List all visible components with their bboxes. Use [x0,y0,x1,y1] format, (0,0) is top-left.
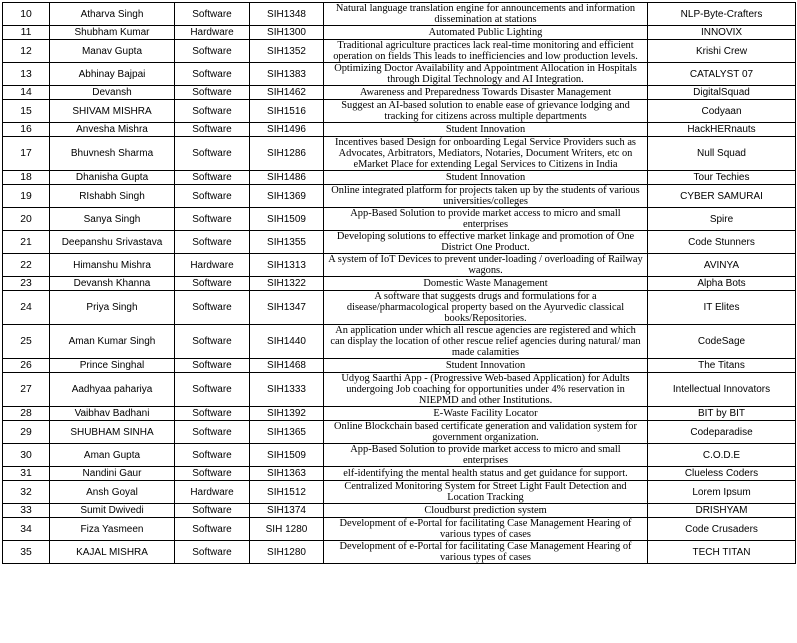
table-row [3,518,796,541]
problem-statement-id-cell: SIH1392 [250,407,324,421]
serial-number-cell: 29 [3,421,50,444]
problem-statement-id-cell: SIH1462 [250,86,324,100]
team-name-cell: Code Stunners [648,231,796,254]
category-cell: Software [175,231,250,254]
problem-statement-cell: Development of e-Portal for facilitating Case Management Hearing of various types of cases [324,541,648,564]
problem-statement-id-cell: SIH1300 [250,26,324,40]
category-cell: Software [175,359,250,373]
category-cell: Software [175,504,250,518]
problem-statement-cell: Awareness and Preparedness Towards Disaster Management [324,86,648,100]
problem-statement-cell: Natural language translation engine for announcements and information dissemination at stations [324,3,648,26]
table-row [3,421,796,444]
student-name-cell: RIshabh Singh [50,185,175,208]
problem-statement-id-cell: SIH1369 [250,185,324,208]
table-row [3,86,796,100]
serial-number-cell: 34 [3,518,50,541]
problem-statement-id-cell: SIH 1280 [250,518,324,541]
problem-statement-cell: An application under which all rescue agencies are registered and which can display the location of other rescue relief agencies during natural/ man made calamities [324,325,648,359]
category-cell: Hardware [175,481,250,504]
team-name-cell: DigitalSquad [648,86,796,100]
team-name-cell: DRISHYAM [648,504,796,518]
category-cell: Software [175,444,250,467]
serial-number-cell: 12 [3,40,50,63]
team-name-cell: CodeSage [648,325,796,359]
team-name-cell: Spire [648,208,796,231]
team-name-cell: Alpha Bots [648,277,796,291]
problem-statement-cell: Optimizing Doctor Availability and Appointment Allocation in Hospitals through Digital Technology and AI Integration. [324,63,648,86]
problem-statement-id-cell: SIH1365 [250,421,324,444]
team-name-cell: The Titans [648,359,796,373]
table-row [3,63,796,86]
problem-statement-id-cell: SIH1348 [250,3,324,26]
table-row [3,100,796,123]
student-name-cell: Sanya Singh [50,208,175,231]
table-row [3,467,796,481]
student-name-cell: Devansh [50,86,175,100]
table-row [3,40,796,63]
serial-number-cell: 28 [3,407,50,421]
team-name-cell: Krishi Crew [648,40,796,63]
student-name-cell: Aadhyaa pahariya [50,373,175,407]
serial-number-cell: 19 [3,185,50,208]
problem-statement-id-cell: SIH1509 [250,208,324,231]
student-name-cell: Dhanisha Gupta [50,171,175,185]
serial-number-cell: 25 [3,325,50,359]
team-name-cell: Codeparadise [648,421,796,444]
serial-number-cell: 15 [3,100,50,123]
problem-statement-id-cell: SIH1512 [250,481,324,504]
team-name-cell: AVINYA [648,254,796,277]
table-row [3,359,796,373]
problem-statement-cell: A system of IoT Devices to prevent under-loading / overloading of Railway wagons. [324,254,648,277]
serial-number-cell: 20 [3,208,50,231]
table-row [3,26,796,40]
team-name-cell: BIT by BIT [648,407,796,421]
category-cell: Software [175,185,250,208]
team-name-cell: Tour Techies [648,171,796,185]
table-row [3,541,796,564]
table-body [3,3,796,564]
student-name-cell: Deepanshu Srivastava [50,231,175,254]
problem-statement-cell: A software that suggests drugs and formulations for a disease/pharmacological property based on the Ayurvedic classical books/Repositories. [324,291,648,325]
problem-statement-cell: Udyog Saarthi App - (Progressive Web-based Application) for Adults undergoing Job coaching for opportunities under 4% reservation in NIEPMD and other Institutions. [324,373,648,407]
category-cell: Software [175,277,250,291]
student-name-cell: Sumit Dwivedi [50,504,175,518]
team-name-cell: Null Squad [648,137,796,171]
problem-statement-cell: Suggest an AI-based solution to enable ease of grievance lodging and tracking for citizens across multiple departments [324,100,648,123]
problem-statement-cell: Domestic Waste Management [324,277,648,291]
student-name-cell: Aman Gupta [50,444,175,467]
problem-statement-cell: elf-identifying the mental health status and get guidance for support. [324,467,648,481]
student-name-cell: Priya Singh [50,291,175,325]
serial-number-cell: 27 [3,373,50,407]
student-name-cell: Anvesha Mishra [50,123,175,137]
serial-number-cell: 17 [3,137,50,171]
table-row [3,504,796,518]
category-cell: Software [175,171,250,185]
category-cell: Software [175,518,250,541]
problem-statement-cell: Development of e-Portal for facilitating Case Management Hearing of various types of cases [324,518,648,541]
category-cell: Hardware [175,254,250,277]
student-name-cell: Shubham Kumar [50,26,175,40]
serial-number-cell: 24 [3,291,50,325]
team-name-cell: Intellectual Innovators [648,373,796,407]
serial-number-cell: 14 [3,86,50,100]
problem-statement-id-cell: SIH1516 [250,100,324,123]
problem-statement-id-cell: SIH1468 [250,359,324,373]
problem-statement-cell: E-Waste Facility Locator [324,407,648,421]
serial-number-cell: 33 [3,504,50,518]
category-cell: Software [175,137,250,171]
problem-statement-id-cell: SIH1374 [250,504,324,518]
category-cell: Software [175,100,250,123]
team-name-cell: IT Elites [648,291,796,325]
serial-number-cell: 22 [3,254,50,277]
team-name-cell: CYBER SAMURAI [648,185,796,208]
student-name-cell: SHUBHAM SINHA [50,421,175,444]
problem-statement-cell: Centralized Monitoring System for Street Light Fault Detection and Location Tracking [324,481,648,504]
problem-statement-cell: Online integrated platform for projects taken up by the students of various universities/colleges [324,185,648,208]
student-name-cell: Aman Kumar Singh [50,325,175,359]
team-name-cell: HackHERnauts [648,123,796,137]
table-row [3,185,796,208]
student-name-cell: Nandini Gaur [50,467,175,481]
serial-number-cell: 21 [3,231,50,254]
problem-statement-id-cell: SIH1322 [250,277,324,291]
table-row [3,373,796,407]
student-name-cell: Atharva Singh [50,3,175,26]
problem-statement-id-cell: SIH1355 [250,231,324,254]
problem-statement-cell: Cloudburst prediction system [324,504,648,518]
participants-table [2,2,796,564]
serial-number-cell: 18 [3,171,50,185]
category-cell: Software [175,421,250,444]
problem-statement-id-cell: SIH1347 [250,291,324,325]
serial-number-cell: 26 [3,359,50,373]
table-row [3,137,796,171]
table-row [3,208,796,231]
serial-number-cell: 23 [3,277,50,291]
table-row [3,407,796,421]
category-cell: Software [175,208,250,231]
table-row [3,254,796,277]
serial-number-cell: 13 [3,63,50,86]
serial-number-cell: 31 [3,467,50,481]
student-name-cell: Abhinay Bajpai [50,63,175,86]
team-name-cell: CATALYST 07 [648,63,796,86]
problem-statement-id-cell: SIH1496 [250,123,324,137]
team-name-cell: Lorem Ipsum [648,481,796,504]
serial-number-cell: 10 [3,3,50,26]
category-cell: Software [175,3,250,26]
problem-statement-cell: Automated Public Lighting [324,26,648,40]
category-cell: Hardware [175,26,250,40]
table-row [3,123,796,137]
problem-statement-cell: App-Based Solution to provide market access to micro and small enterprises [324,444,648,467]
category-cell: Software [175,40,250,63]
table-row [3,444,796,467]
problem-statement-cell: Developing solutions to effective market linkage and promotion of One District One Product. [324,231,648,254]
category-cell: Software [175,541,250,564]
student-name-cell: SHIVAM MISHRA [50,100,175,123]
problem-statement-cell: App-Based Solution to provide market access to micro and small enterprises [324,208,648,231]
student-name-cell: Manav Gupta [50,40,175,63]
problem-statement-id-cell: SIH1286 [250,137,324,171]
category-cell: Software [175,325,250,359]
category-cell: Software [175,86,250,100]
team-name-cell: NLP-Byte-Crafters [648,3,796,26]
problem-statement-id-cell: SIH1333 [250,373,324,407]
problem-statement-id-cell: SIH1363 [250,467,324,481]
table-row [3,325,796,359]
serial-number-cell: 30 [3,444,50,467]
category-cell: Software [175,407,250,421]
table-row [3,481,796,504]
student-name-cell: Vaibhav Badhani [50,407,175,421]
problem-statement-id-cell: SIH1352 [250,40,324,63]
problem-statement-id-cell: SIH1280 [250,541,324,564]
serial-number-cell: 35 [3,541,50,564]
problem-statement-cell: Student Innovation [324,171,648,185]
student-name-cell: Prince Singhal [50,359,175,373]
team-name-cell: Codyaan [648,100,796,123]
team-name-cell: INNOVIX [648,26,796,40]
problem-statement-id-cell: SIH1313 [250,254,324,277]
serial-number-cell: 16 [3,123,50,137]
table-row [3,231,796,254]
problem-statement-cell: Incentives based Design for onboarding Legal Service Providers such as Advocates, Arbitrators, Mediators, Notaries, Document Writers, etc on eMarket Place for extending Legal Services to Citizens in India [324,137,648,171]
team-name-cell: Code Crusaders [648,518,796,541]
table-row [3,291,796,325]
category-cell: Software [175,291,250,325]
problem-statement-cell: Traditional agriculture practices lack real-time monitoring and efficient operation on fields This leads to inefficiencies and low production levels. [324,40,648,63]
student-name-cell: Bhuvnesh Sharma [50,137,175,171]
team-name-cell: Clueless Coders [648,467,796,481]
problem-statement-cell: Student Innovation [324,123,648,137]
problem-statement-id-cell: SIH1486 [250,171,324,185]
category-cell: Software [175,123,250,137]
serial-number-cell: 32 [3,481,50,504]
category-cell: Software [175,373,250,407]
problem-statement-cell: Online Blockchain based certificate generation and validation system for government organization. [324,421,648,444]
serial-number-cell: 11 [3,26,50,40]
table-row [3,171,796,185]
student-name-cell: Devansh Khanna [50,277,175,291]
student-name-cell: Ansh Goyal [50,481,175,504]
category-cell: Software [175,63,250,86]
team-name-cell: TECH TITAN [648,541,796,564]
problem-statement-id-cell: SIH1509 [250,444,324,467]
category-cell: Software [175,467,250,481]
student-name-cell: KAJAL MISHRA [50,541,175,564]
problem-statement-id-cell: SIH1383 [250,63,324,86]
table-row [3,3,796,26]
team-name-cell: C.O.D.E [648,444,796,467]
problem-statement-id-cell: SIH1440 [250,325,324,359]
problem-statement-cell: Student Innovation [324,359,648,373]
student-name-cell: Himanshu Mishra [50,254,175,277]
student-name-cell: Fiza Yasmeen [50,518,175,541]
table-row [3,277,796,291]
